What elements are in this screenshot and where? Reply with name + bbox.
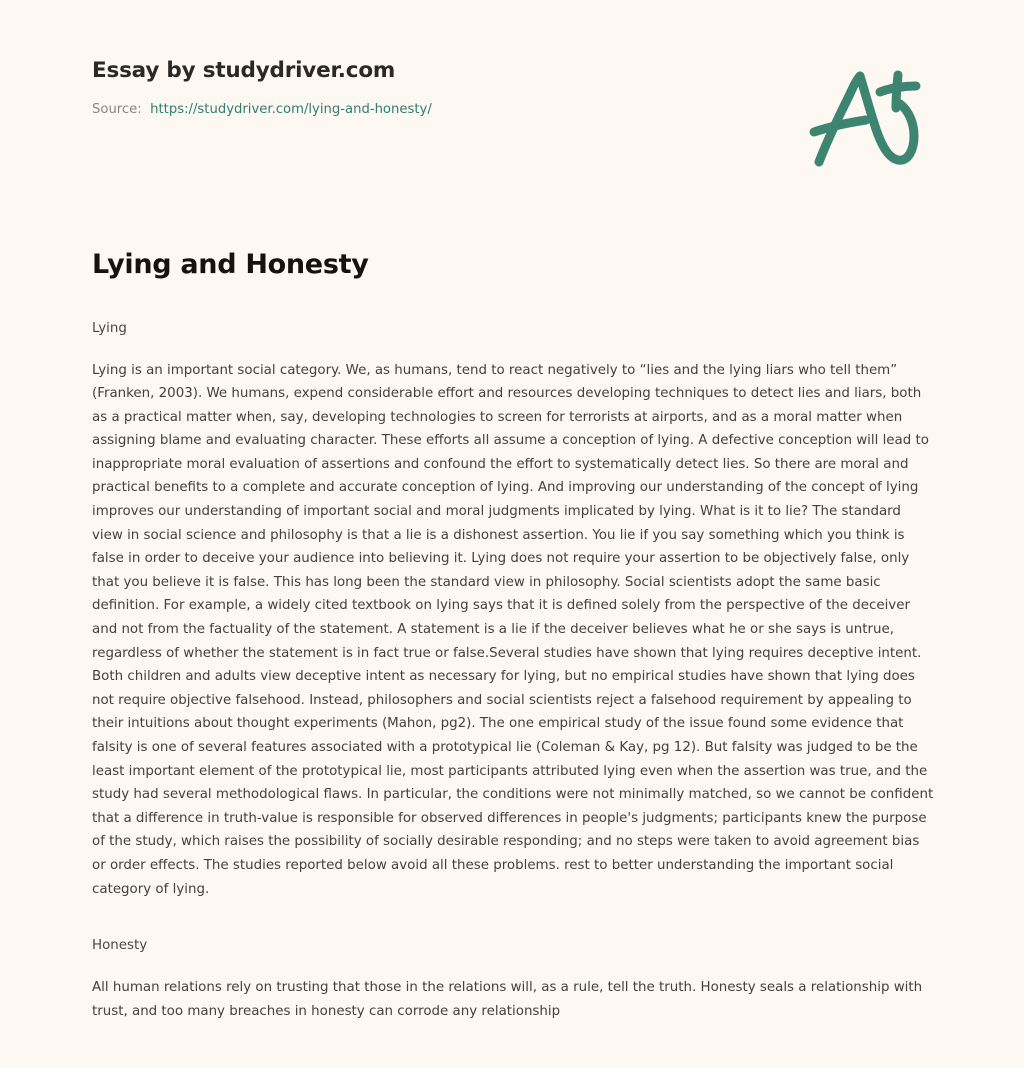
source-label: Source: xyxy=(92,101,142,117)
source-line xyxy=(92,101,432,118)
document-body xyxy=(92,248,936,1023)
section-paragraph-lying: Lying is an important social category. We, as humans, tend to react negatively to “lies and the lying liars who tell them” (Franken, 2003). We humans, expend considerable effort and resources developing techniques to detect lies and liars, both as a practical matter when, say, developing technologies to screen for terrorists at airports, and as a moral matter when assigning blame and evaluating character. These efforts all assume a conception of lying. A defective conception will lead to inappropriate moral evaluation of assertions and confound the effort to systematically detect lies. So there are moral and practical benefits to a complete and accurate conception of lying. And improving our understanding of the concept of lying improves our understanding of important social and moral judgments implicated by lying. What is it to lie? The standard view in social science and philosophy is that a lie is a dishonest assertion. You lie if you say something which you think is false in order to deceive your audience into believing it. Lying does not require your assertion to be objectively false, only that you believe it is false. This has long been the standard view in philosophy. Social scientists adopt the same basic definition. For example, a widely cited textbook on lying says that it is defined solely from the perspective of the deceiver and not from the factuality of the statement. A statement is a lie if the deceiver believes what he or she says is untrue, regardless of whether the statement is in fact true or false.Several studies have shown that lying requires deceptive intent. Both children and adults view deceptive intent as necessary for lying, but no empirical studies have shown that lying does not require objective falsehood. Instead, philosophers and social scientists reject a falsehood requirement by appealing to their intuitions about thought experiments (Mahon, pg2). The one empirical study of the issue found some evidence that falsity is one of several features associated with a prototypical lie (Coleman & Kay, pg 12). But falsity was judged to be the least important element of the prototypical lie, most participants attributed lying even when the assertion was true, and the study had several methodological flaws. In particular, the conditions were not minimally matched, so we cannot be confident that a difference in truth-value is responsible for observed differences in people's judgments; participants knew the purpose of the study, which raises the possibility of socially desirable responding; and no steps were taken to avoid agreement bias or order effects. The studies reported below avoid all these problems. rest to better understanding the important social category of lying. xyxy=(92,362,934,897)
a-plus-logo xyxy=(808,66,928,168)
brand-title: Essay by studydriver.com xyxy=(92,58,396,83)
section-paragraph-honesty: All human relations rely on trusting that those in the relations will, as a rule, tell the truth. Honesty seals a relationship with trust, and too many breaches in honesty can corrode any relationship xyxy=(92,979,923,1019)
header-left-block xyxy=(92,58,432,118)
source-url-link[interactable]: https://studydriver.com/lying-and-honesty/ xyxy=(150,101,432,117)
page-title: Lying and Honesty xyxy=(92,249,369,280)
a-plus-logo-icon xyxy=(808,66,928,168)
section-heading-lying: Lying xyxy=(92,320,127,336)
section-heading-honesty: Honesty xyxy=(92,938,148,954)
page-header xyxy=(0,0,1024,200)
